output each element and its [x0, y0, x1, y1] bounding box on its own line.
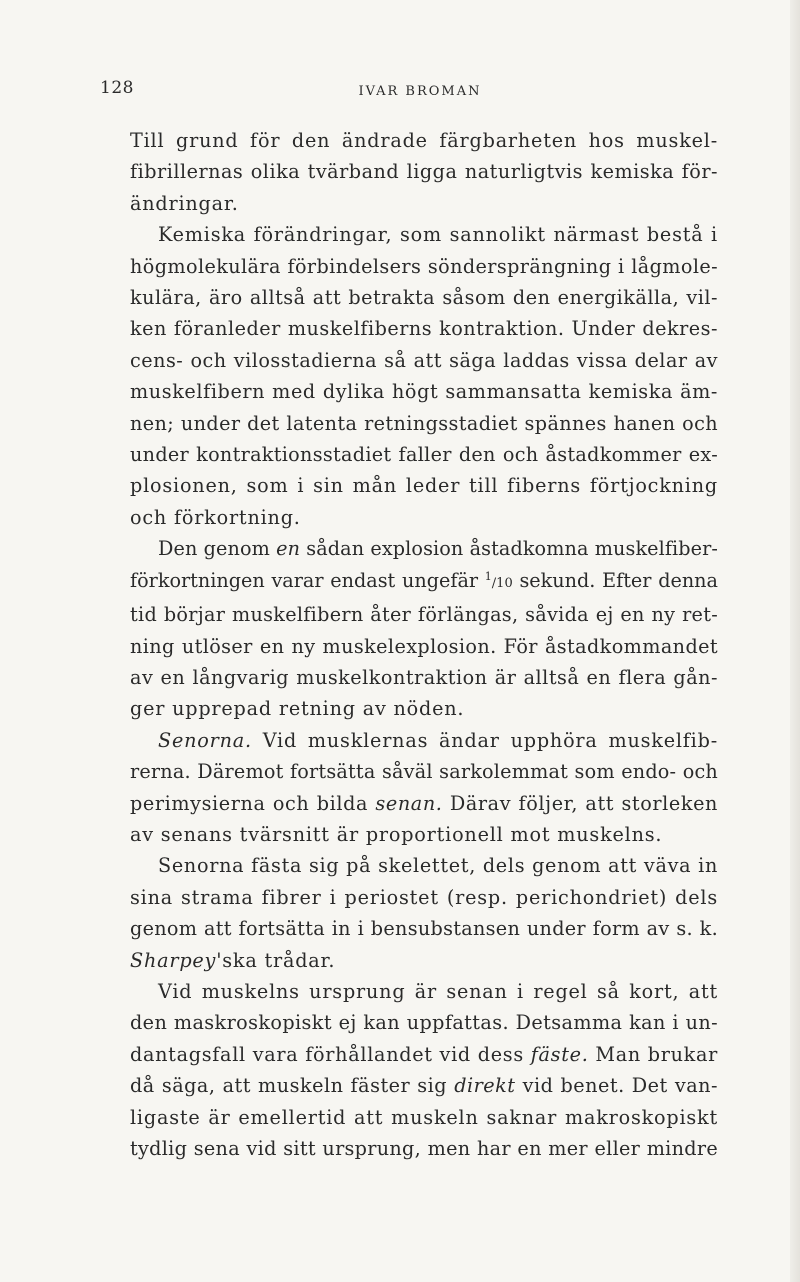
running-head: IVAR BROMAN	[358, 84, 482, 99]
fraction-denominator: /10	[491, 575, 513, 591]
text-line: Sharpey'ska trådar.	[130, 948, 336, 972]
italic-word: Sharpey	[130, 948, 217, 972]
text-line: Den genom en sådan explosion åstadkomna muskelfiber-	[158, 537, 718, 561]
text-line: nen; under det latenta retningsstadiet spännes hanen och	[130, 411, 718, 435]
text-line: då säga, att muskeln fäster sig direkt vid benet. Det van-	[130, 1074, 718, 1098]
text-line: plosionen, som i sin mån leder till fiberns förtjockning	[130, 474, 718, 498]
text-line: Senorna fästa sig på skelettet, dels genom att väva in	[158, 854, 718, 878]
text-line: ändringar.	[130, 191, 239, 215]
italic-word: fäste.	[530, 1042, 589, 1066]
italic-word: senan.	[375, 791, 443, 815]
text-line: Till grund för den ändrade färgbarheten hos muskel-	[130, 129, 718, 152]
italic-word: en	[276, 537, 301, 561]
text-line: ger upprepad retning av nöden.	[130, 697, 465, 721]
page-edge	[790, 0, 800, 1282]
text-line: av en långvarig muskelkontraktion är alltså en flera gån-	[130, 665, 718, 689]
text-line: den maskroskopiskt ej kan uppfattas. Detsamma kan i un-	[130, 1011, 718, 1035]
text-line: högmolekulära förbindelsers söndersprängning i lågmole-	[130, 254, 718, 278]
text-line: under kontraktionsstadiet faller den och åstadkommer ex-	[130, 443, 718, 467]
text-line: Senorna. Vid musklernas ändar upphöra muskelfib-	[158, 728, 718, 752]
text-line: ligaste är emellertid att muskeln saknar makroskopiskt	[130, 1105, 718, 1129]
text-line: Kemiska förändringar, som sannolikt närmast bestå i	[158, 223, 718, 247]
text-line: perimysierna och bilda senan. Därav följer, att storleken	[130, 791, 718, 815]
text-line: ning utlöser en ny muskelexplosion. För åstadkommandet	[130, 634, 718, 658]
text-line: kulära, äro alltså att betrakta såsom den energikälla, vil-	[130, 286, 718, 310]
text-line: förkortningen varar endast ungefär $^1$/10 sekund. Efter denna	[130, 568, 718, 592]
text-line: rerna. Däremot fortsätta såväl sarkolemmat som endo- och	[130, 760, 718, 784]
text-line: cens- och vilosstadierna så att säga laddas vissa delar av	[130, 348, 718, 372]
text-line: fibrillernas olika tvärband ligga naturligtvis kemiska för-	[130, 160, 718, 184]
section-heading-senorna: Senorna.	[158, 728, 252, 752]
text-line: av senans tvärsnitt är proportionell mot muskelns.	[130, 822, 663, 846]
italic-word: direkt	[454, 1074, 516, 1098]
text-line: genom att fortsätta in i bensubstansen under form av s. k.	[130, 917, 718, 941]
text-line: och förkortning.	[130, 505, 301, 529]
page-header	[100, 78, 720, 108]
text-line: sina strama fibrer i periostet (resp. perichondriet) dels	[130, 885, 718, 909]
fraction-numerator: 1	[484, 569, 492, 583]
text-line: muskelfibern med dylika högt sammansatta kemiska äm-	[130, 380, 718, 404]
page-number: 128	[100, 78, 134, 98]
body-text	[130, 125, 718, 1164]
text-line: dantagsfall vara förhållandet vid dess fäste. Man brukar	[130, 1042, 718, 1066]
text-line: tydlig sena vid sitt ursprung, men har en mer eller mindre	[130, 1137, 718, 1160]
text-line: tid börjar muskelfibern åter förlängas, såvida ej en ny ret-	[130, 603, 718, 627]
text-line: Vid muskelns ursprung är senan i regel så kort, att	[158, 979, 718, 1003]
text-line: ken föranleder muskelfiberns kontraktion. Under dekres-	[130, 317, 718, 341]
